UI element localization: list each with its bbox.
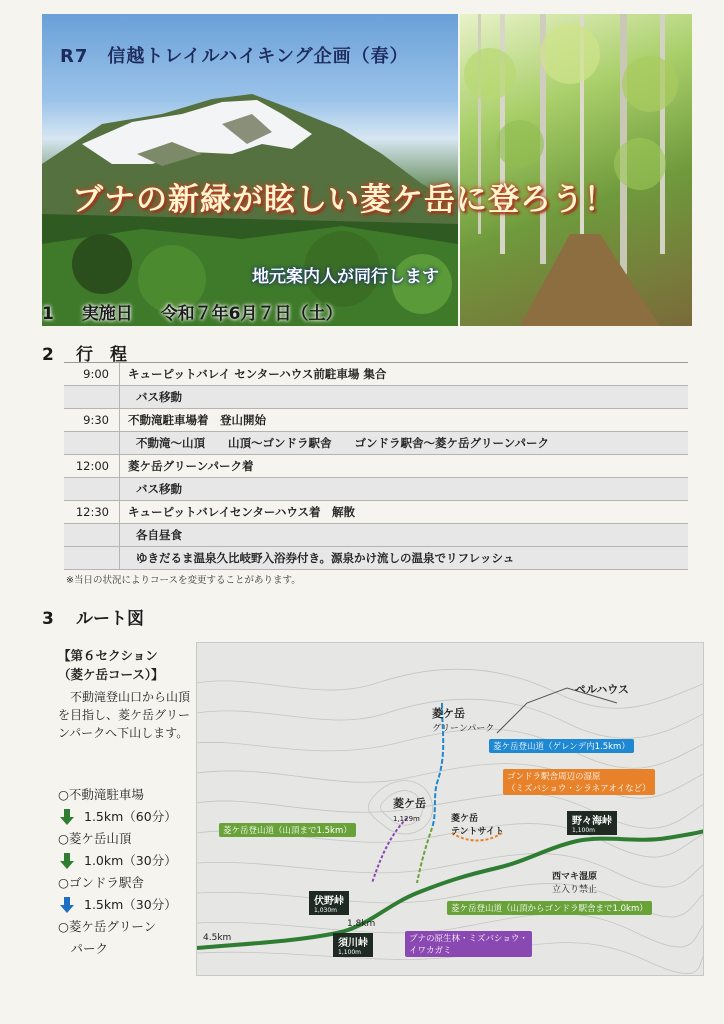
label-line: ブナの原生林・ミズバショウ・ (409, 934, 528, 944)
schedule-desc: バス移動 (136, 482, 182, 496)
point-name: ○菱ケ岳グリーン (58, 919, 157, 934)
distance-marker: 4.5km (203, 933, 232, 943)
section-label: ルート図 (76, 609, 144, 629)
place-label: 須川峠 (338, 938, 368, 949)
schedule-desc: 菱ケ岳グリーンパーク着 (128, 459, 254, 473)
schedule-desc: ゆきだるま温泉久比岐野入浴券付き。源泉かけ流しの温泉でリフレッシュ (136, 551, 515, 565)
schedule-desc: 各自昼食 (136, 528, 182, 542)
down-arrow-icon (60, 853, 76, 869)
schedule-row (64, 363, 688, 386)
leg-distance: 1.5km（30分） (84, 897, 177, 912)
schedule-row (64, 547, 688, 570)
schedule-time: 12:30 (64, 501, 120, 523)
place-label: 菱ケ岳 (393, 797, 426, 810)
schedule-desc: バス移動 (136, 390, 182, 404)
place-altitude: 1,030m (314, 907, 338, 914)
section-number: 2 (42, 345, 54, 365)
place-summit (393, 795, 426, 824)
schedule-desc: キューピットバレイ センターハウス前駐車場 集合 (128, 367, 387, 381)
headline: ブナの新緑が眩しい菱ケ岳に登ろう！ (72, 182, 616, 218)
place-label: 菱ケ岳 (451, 814, 479, 824)
section-label: 実施日 (81, 304, 133, 324)
schedule-row (64, 386, 688, 409)
place-fushino-pass (309, 891, 349, 915)
route-leg (58, 850, 177, 872)
schedule-time: 12:00 (64, 455, 120, 477)
header-banner (42, 14, 692, 326)
point-name: ○菱ケ岳山頂 (58, 831, 132, 846)
change-note: ※当日の状況によりコースを変更することがあります。 (66, 575, 301, 586)
place-label: テントサイト (451, 827, 504, 837)
route-point (58, 784, 177, 806)
place-nishimaki (552, 869, 597, 895)
schedule-row (64, 501, 688, 524)
section-number: 1 (42, 304, 54, 324)
schedule-time (64, 432, 120, 454)
label-green-descent: 菱ケ岳登山道（山頂からゴンドラ駅舎まで1.0km） (447, 901, 652, 915)
schedule-time (64, 386, 120, 408)
route-leg (58, 894, 177, 916)
route-heading-2: （菱ケ岳コース）】 (58, 667, 164, 682)
event-title: R7 信越トレイルハイキング企画（春） (60, 46, 409, 67)
place-label: 西マキ湿原 (552, 872, 598, 882)
schedule-row (64, 409, 688, 432)
down-arrow-icon (60, 897, 76, 913)
leg-distance: 1.0km（30分） (84, 853, 177, 868)
leg-distance: 1.5km（60分） (84, 809, 177, 824)
schedule-time (64, 478, 120, 500)
route-steps (58, 784, 177, 960)
place-label: グリーンパーク (432, 724, 495, 734)
section-number: 3 (42, 609, 54, 629)
schedule-time (64, 547, 120, 569)
place-altitude: 1,100m (338, 949, 362, 956)
place-green-park (432, 705, 494, 734)
schedule-row (64, 524, 688, 547)
route-heading (42, 604, 144, 629)
place-label: 菱ケ岳 (432, 707, 465, 720)
point-name: ○ゴンドラ駅舎 (58, 875, 144, 890)
label-line: （ミズバショウ・シラネアオイなど） (507, 784, 651, 794)
place-label: 野々海峠 (572, 816, 612, 827)
place-tent-site (451, 811, 504, 837)
place-altitude: 1,100m (572, 827, 596, 834)
route-map (196, 642, 704, 976)
place-sugawa-pass (333, 933, 373, 957)
schedule-desc: キューピットバレイセンターハウス着 解散 (128, 505, 356, 519)
guide-note: 地元案内人が同行します (252, 267, 439, 287)
schedule-row (64, 478, 688, 501)
route-point (58, 916, 177, 938)
point-name: パーク (58, 941, 109, 956)
place-altitude: 1,129m (393, 815, 420, 823)
schedule-desc: 不動滝～山頂 山頂～ゴンドラ駅舎 ゴンドラ駅舎～菱ケ岳グリーンパーク (136, 436, 549, 450)
schedule-time (64, 524, 120, 546)
schedule-time: 9:00 (64, 363, 120, 385)
route-point (58, 938, 177, 960)
schedule-time: 9:30 (64, 409, 120, 431)
route-leg (58, 806, 177, 828)
schedule-row (64, 432, 688, 455)
section-label: 行 程 (76, 345, 127, 365)
label-line: イワカガミ (409, 946, 452, 956)
distance-marker: 1.8km (347, 919, 376, 929)
label-blue-trail: 菱ケ岳登山道（ゲレンデ内1.5km） (489, 739, 634, 753)
place-nonomi-pass (567, 811, 617, 835)
route-point (58, 872, 177, 894)
place-pelhaus: ペルハウス (575, 683, 629, 696)
place-label: 伏野峠 (314, 896, 344, 907)
route-heading-1: 【第６セクション (58, 648, 158, 663)
route-description (58, 646, 198, 742)
event-date: 令和７年6月７日（土） (160, 304, 343, 324)
schedule-desc: 不動滝駐車場着 登山開始 (128, 413, 266, 427)
date-section (42, 299, 365, 324)
schedule-row (64, 455, 688, 478)
point-name: ○不動滝駐車場 (58, 787, 144, 802)
route-point (58, 828, 177, 850)
schedule-table (64, 362, 688, 570)
label-green-trail: 菱ケ岳登山道（山頂まで1.5km） (219, 823, 356, 837)
forest-photo (460, 14, 692, 326)
down-arrow-icon (60, 809, 76, 825)
label-purple-forest (405, 931, 532, 957)
route-paragraph: 不動滝登山口から山頂を目指し、菱ケ岳グリーンパークへ下山します。 (58, 690, 191, 740)
place-label: 立入り禁止 (552, 885, 598, 895)
label-orange-wetland (503, 769, 655, 795)
label-line: ゴンドラ駅舎周辺の湿原 (507, 772, 601, 782)
